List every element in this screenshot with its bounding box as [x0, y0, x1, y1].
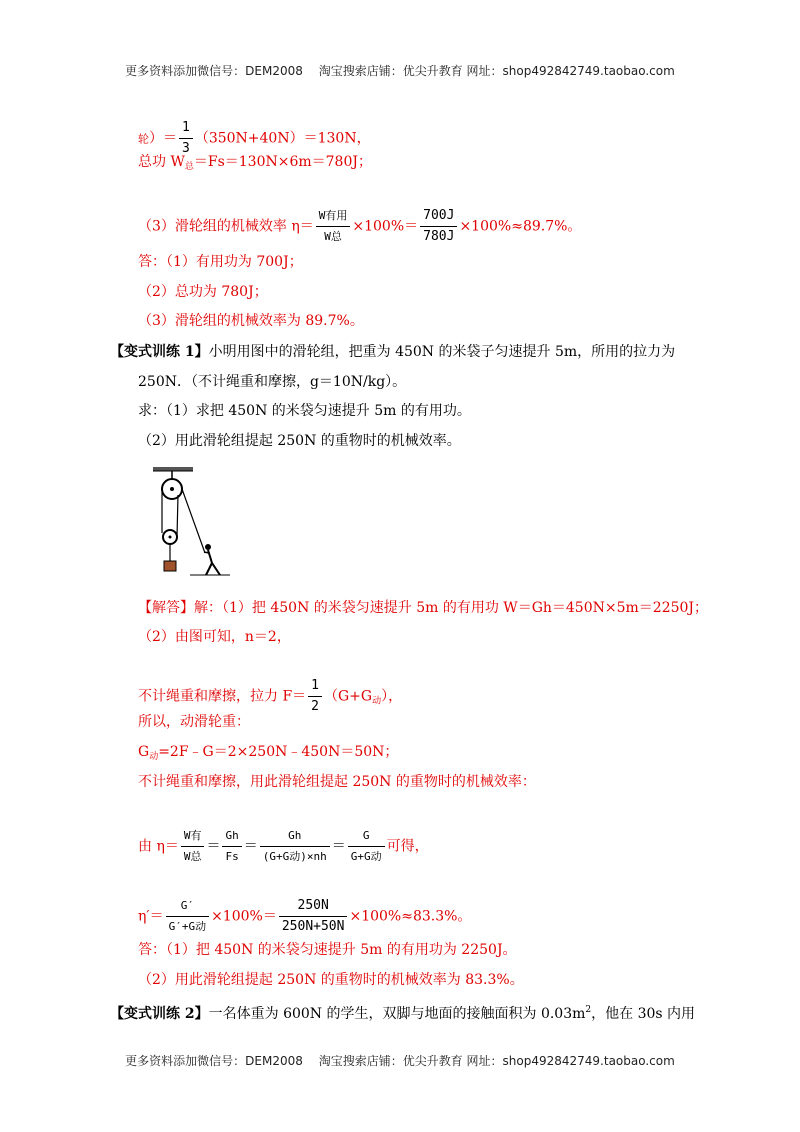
line-efficiency: （3）滑轮组的机械效率 η＝ $\frac{\text{W有用}}{\text{W总}}$ ×100%＝ $\frac{700J}{780J}$ ×100%≈89.7%。	[138, 206, 581, 247]
solution-line4: 所以，动滑轮重：	[138, 714, 250, 730]
solution-line8: η′＝ $\frac{G'}{\text{G′+G动}}$ ×100%＝ $\frac{250N}{250N+50N}$ ×100%≈83.3%。	[138, 896, 471, 937]
fraction-one-third: $\frac{1}{3}$	[179, 118, 193, 159]
exercise-1-line2: 250N．（不计绳重和摩擦，g＝10N/kg）。	[138, 374, 407, 390]
person-icon	[205, 544, 211, 550]
solution-line2: （2）由图可知，n＝2，	[138, 629, 291, 645]
page-footer: 更多资料添加微信号：DEM2008 淘宝搜索店铺：优尖升教育 网址：shop492842749.taobao.com	[125, 1054, 675, 1068]
answer-ex1-1: 答：（1）把 450N 的米袋匀速提升 5m 的有用功为 2250J。	[138, 942, 517, 958]
line-total-work: 总功 $W_总=Fs=130N\times 6m=780J$；	[138, 154, 372, 172]
text: （350N+40N）＝130N，	[194, 130, 371, 147]
exercise-2-line1: 【变式训练 2】一名体重为 600N 的学生，双脚与地面的接触面积为 $0.03m^2$，他在 30s 内用	[110, 1005, 696, 1022]
exercise-1-q1: 求：（1）求把 450N 的米袋匀速提升 5m 的有用功。	[138, 403, 471, 419]
fraction-700-780: $\frac{700J}{780J}$	[420, 206, 457, 247]
solution-line6: 不计绳重和摩擦，用此滑轮组提起 250N 的重物时的机械效率：	[138, 774, 536, 790]
answer-ex1-2: （2）用此滑轮组提起 250N 的重物时的机械效率为 83.3%。	[138, 972, 524, 988]
fraction-gh-nh: $\frac{Gh}{\text{(G+G动)×nh}}$	[260, 826, 330, 867]
ceiling-beam	[153, 467, 193, 471]
fraction-250-300: $\frac{250N}{250N+50N}$	[279, 896, 348, 937]
solution-line3: 不计绳重和摩擦，拉力 F＝ $\frac{1}{2}$ $(G+G_动)$，	[138, 676, 402, 717]
exercise-1-q2: （2）用此滑轮组提起 250N 的重物时的机械效率。	[138, 433, 461, 449]
fraction-g-ggdong: $\frac{G}{\text{G+G动}}$	[348, 826, 385, 867]
answer-1: 答：（1）有用功为 700J；	[138, 254, 303, 270]
text: 轮	[138, 132, 149, 146]
exercise-1-line1: 【变式训练 1】小明用图中的滑轮组，把重为 450N 的米袋子匀速提升 5m，所用的拉力为	[110, 344, 676, 360]
pulley-figure	[150, 465, 235, 580]
answer-2: （2）总功为 780J；	[138, 284, 268, 300]
fraction-gprime: $\frac{G'}{\text{G′+G动}}$	[166, 896, 210, 937]
solution-line7: 由 η＝ $\frac{\text{W有}}{\text{W总}}$ ＝ $\frac{Gh}{Fs}$ ＝ $\frac{Gh}{\text{(G+G动)×nh}}$ ＝ $\frac{G}{\text{G+G动}}$ 可得，	[138, 826, 429, 867]
text: ）＝	[149, 130, 177, 147]
rice-bag-icon	[164, 561, 176, 571]
fraction-useful-total: $\frac{\text{W有用}}{\text{W总}}$	[316, 206, 351, 247]
solution-line1: 【解答】解：（1）把 450N 的米袋匀速提升 5m 的有用功 W＝Gh＝450N×5m＝2250J；	[138, 600, 709, 616]
fraction-one-half: $\frac{1}{2}$	[308, 676, 322, 717]
fraction-gh-fs: $\frac{Gh}{Fs}$	[222, 826, 241, 867]
solution-line5: $G_动=2F﹣G=2\times 250N﹣450N=50N$；	[138, 744, 399, 762]
answer-3: （3）滑轮组的机械效率为 89.7%。	[138, 313, 364, 329]
page-header: 更多资料添加微信号：DEM2008 淘宝搜索店铺：优尖升教育 网址：shop492842749.taobao.com	[125, 64, 675, 78]
fraction-wyou-wzong: $\frac{\text{W有}}{\text{W总}}$	[181, 826, 205, 867]
